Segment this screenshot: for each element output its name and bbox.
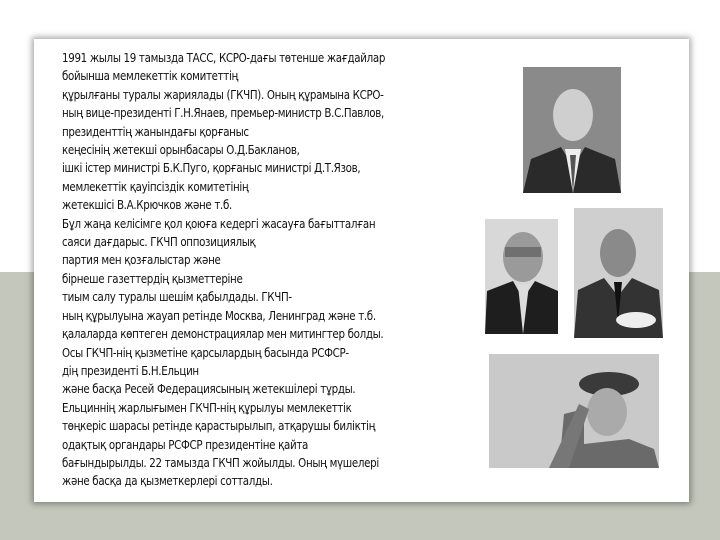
text-line: президенттің жанындағы қорғаныс (62, 124, 249, 139)
text-line: төңкеріс шарасы ретінде қарастырылып, атқарушы биліктің (62, 419, 376, 434)
portrait-photo-3 (574, 208, 663, 338)
text-line: ішкі істер министрі Б.К.Пуго, қорғаныс министрі Д.Т.Язов, (62, 161, 361, 176)
text-line: бойынша мемлекеттік комитеттің (62, 69, 238, 84)
text-line: дің президенті Б.Н.Ельцин (62, 363, 199, 378)
slide-card (34, 39, 689, 502)
text-line: бағындырылды. 22 тамызда ГКЧП жойылды. Оның мүшелері (62, 455, 379, 470)
text-line: құрылғаны туралы жариялады (ГКЧП). Оның құрамына КСРО- (62, 87, 384, 102)
text-line: қалаларда көптеген демонстрациялар мен митингтер болды. (62, 327, 384, 342)
text-line: бірнеше газеттердің қызметтеріне (62, 271, 243, 286)
text-line: одақтық органдары РСФСР президентіне қайта (62, 437, 308, 452)
text-line: саяси дағдарыс. ГКЧП оппозициялық (62, 235, 256, 250)
portrait-photo-1 (523, 67, 621, 193)
text-line: кеңесінің жетекші орынбасары О.Д.Бакланов, (62, 143, 300, 158)
text-line: партия мен қозғалыстар және (62, 253, 221, 268)
text-line: және басқа Ресей Федерациясының жетекшілері тұрды. (62, 382, 356, 397)
text-line: Ельциннің жарлығымен ГКЧП-нің құрылуы мемлекеттік (62, 400, 352, 415)
text-line: жетекшісі В.А.Крючков және т.б. (62, 198, 232, 213)
text-line: ның құрылуына жауап ретінде Москва, Ленинград және т.б. (62, 308, 376, 323)
text-line: және басқа да қызметкерлері сотталды. (62, 474, 273, 489)
text-line: Бұл жаңа келісімге қол қоюға кедергі жасауға бағытталған (62, 216, 376, 231)
text-line: 1991 жылы 19 тамызда ТАСС, КСРО-дағы төтенше жағдайлар (62, 51, 386, 65)
text-line: мемлекеттік қауіпсіздік комитетінің (62, 179, 249, 194)
text-line: ның вице-президенті Г.Н.Янаев, премьер-министр В.С.Павлов, (62, 106, 384, 121)
slide-text (62, 49, 482, 491)
text-line: тиым салу туралы шешім қабылдады. ГКЧП- (62, 290, 292, 305)
portrait-photo-4 (489, 354, 659, 468)
text-line: Осы ГКЧП-нің қызметіне қарсылардың басында РСФСР- (62, 345, 349, 360)
portrait-photo-2 (485, 219, 558, 334)
